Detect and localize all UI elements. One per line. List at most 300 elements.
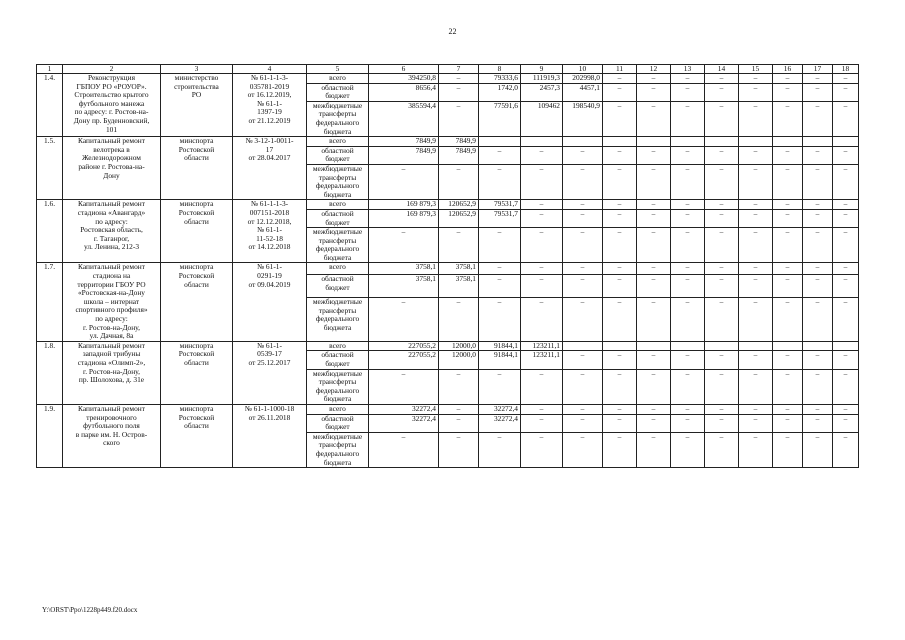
value-cell: – [705, 275, 739, 298]
value-cell: 385594,4 [369, 101, 439, 136]
column-header-17: 17 [803, 65, 833, 74]
value-cell: – [603, 263, 637, 275]
item-organization: минспорта Ростовской области [161, 200, 233, 263]
column-header-7: 7 [439, 65, 479, 74]
value-cell: – [705, 83, 739, 101]
value-cell: – [603, 74, 637, 84]
funding-source: всего [307, 341, 369, 351]
value-cell: – [803, 275, 833, 298]
value-cell: – [739, 432, 773, 467]
item-number: 1.8. [37, 341, 63, 404]
value-cell: – [521, 369, 563, 404]
value-cell: – [563, 297, 603, 341]
value-cell: – [833, 351, 859, 369]
value-cell: – [773, 263, 803, 275]
value-cell: – [671, 351, 705, 369]
value-cell: – [439, 369, 479, 404]
value-cell: – [521, 297, 563, 341]
table-row [37, 404, 859, 414]
value-cell: – [803, 297, 833, 341]
value-cell: 32272,4 [369, 414, 439, 432]
value-cell: – [637, 101, 671, 136]
value-cell [773, 341, 803, 351]
value-cell: – [563, 404, 603, 414]
funding-source: областной бюджет [307, 83, 369, 101]
value-cell: – [671, 228, 705, 263]
value-cell: – [739, 351, 773, 369]
value-cell: – [521, 263, 563, 275]
value-cell: – [705, 414, 739, 432]
value-cell: – [563, 432, 603, 467]
value-cell: – [671, 297, 705, 341]
value-cell: 198540,9 [563, 101, 603, 136]
value-cell: – [773, 164, 803, 199]
value-cell: 7849,9 [369, 137, 439, 147]
value-cell: – [705, 297, 739, 341]
value-cell [521, 137, 563, 147]
value-cell: – [739, 297, 773, 341]
column-header-6: 6 [369, 65, 439, 74]
value-cell [671, 137, 705, 147]
value-cell: – [369, 432, 439, 467]
value-cell: – [637, 200, 671, 210]
value-cell: – [603, 83, 637, 101]
value-cell: – [803, 83, 833, 101]
funding-source: всего [307, 263, 369, 275]
column-header-8: 8 [479, 65, 521, 74]
item-name: Капитальный ремонт западной трибуны стадиона «Олимп-2», г. Ростов-на-Дону, пр. Шолохова, д. 31е [63, 341, 161, 404]
value-cell: – [637, 83, 671, 101]
value-cell: 123211,1 [521, 351, 563, 369]
value-cell: 4457,1 [563, 83, 603, 101]
value-cell: – [479, 369, 521, 404]
value-cell: – [705, 432, 739, 467]
value-cell: – [671, 146, 705, 164]
item-organization: минспорта Ростовской области [161, 263, 233, 341]
value-cell: 7849,9 [439, 146, 479, 164]
value-cell: – [637, 275, 671, 298]
value-cell: – [369, 228, 439, 263]
funding-source: областной бюджет [307, 414, 369, 432]
value-cell: – [439, 228, 479, 263]
value-cell: – [803, 351, 833, 369]
value-cell: – [637, 209, 671, 227]
funding-source: межбюджетные трансферты федерального бюджета [307, 164, 369, 199]
funding-source: межбюджетные трансферты федерального бюджета [307, 369, 369, 404]
value-cell: 79531,7 [479, 200, 521, 210]
value-cell: – [833, 209, 859, 227]
value-cell: 8656,4 [369, 83, 439, 101]
value-cell [563, 341, 603, 351]
value-cell: – [773, 74, 803, 84]
value-cell: – [833, 101, 859, 136]
column-header-4: 4 [233, 65, 307, 74]
value-cell: – [671, 74, 705, 84]
value-cell: – [563, 351, 603, 369]
value-cell: 32272,4 [369, 404, 439, 414]
value-cell: 32272,4 [479, 404, 521, 414]
value-cell: – [369, 297, 439, 341]
funding-source: межбюджетные трансферты федерального бюджета [307, 432, 369, 467]
value-cell: – [773, 297, 803, 341]
column-header-12: 12 [637, 65, 671, 74]
value-cell: – [739, 74, 773, 84]
value-cell: – [739, 275, 773, 298]
value-cell [803, 341, 833, 351]
value-cell: – [603, 404, 637, 414]
value-cell: – [671, 275, 705, 298]
value-cell: 109462 [521, 101, 563, 136]
value-cell: – [739, 263, 773, 275]
value-cell: – [833, 404, 859, 414]
value-cell: – [439, 414, 479, 432]
value-cell: – [803, 209, 833, 227]
value-cell: – [603, 369, 637, 404]
value-cell: – [739, 209, 773, 227]
value-cell: – [803, 432, 833, 467]
value-cell: – [671, 209, 705, 227]
item-organization: минспорта Ростовской области [161, 341, 233, 404]
value-cell: 77591,6 [479, 101, 521, 136]
value-cell: – [671, 263, 705, 275]
value-cell: – [773, 209, 803, 227]
value-cell: – [773, 432, 803, 467]
value-cell: – [803, 369, 833, 404]
value-cell: – [563, 275, 603, 298]
value-cell: – [603, 275, 637, 298]
value-cell: – [563, 414, 603, 432]
value-cell: 32272,4 [479, 414, 521, 432]
value-cell: – [439, 83, 479, 101]
value-cell: 227055,2 [369, 341, 439, 351]
value-cell: – [637, 297, 671, 341]
value-cell: – [773, 414, 803, 432]
value-cell: – [739, 101, 773, 136]
value-cell: – [637, 414, 671, 432]
value-cell: – [833, 369, 859, 404]
value-cell: 3758,1 [369, 263, 439, 275]
value-cell: – [773, 404, 803, 414]
value-cell: – [439, 164, 479, 199]
value-cell: – [833, 74, 859, 84]
value-cell: – [773, 369, 803, 404]
value-cell: – [479, 263, 521, 275]
value-cell: – [637, 404, 671, 414]
item-name: Капитальный ремонт стадиона на территории ГБОУ РО «Ростовская-на-Дону школа – интернат спортивного профиля» по адресу: г. Ростов-на-Дону, ул. Дачная, 8а [63, 263, 161, 341]
value-cell: – [563, 369, 603, 404]
value-cell: – [563, 146, 603, 164]
value-cell: – [671, 369, 705, 404]
value-cell: – [563, 200, 603, 210]
value-cell: – [603, 297, 637, 341]
value-cell: – [521, 200, 563, 210]
value-cell: 111919,3 [521, 74, 563, 84]
item-organization: минспорта Ростовской области [161, 404, 233, 467]
column-header-5: 5 [307, 65, 369, 74]
value-cell: – [603, 414, 637, 432]
value-cell: – [833, 228, 859, 263]
item-name: Реконструкция ГБПОУ РО «РОУОР». Строительство крытого футбольного манежа по адресу: г. Ростов-на- Дону пр. Буденновский, 101 [63, 74, 161, 137]
value-cell: – [521, 404, 563, 414]
value-cell: – [637, 74, 671, 84]
funding-source: межбюджетные трансферты федерального бюджета [307, 228, 369, 263]
value-cell: 3758,1 [369, 275, 439, 298]
item-number: 1.4. [37, 74, 63, 137]
item-document: № 61-1-1-3- 007151-2018 от 12.12.2018, № 61-1- 11-52-18 от 14.12.2018 [233, 200, 307, 263]
value-cell: 91844,1 [479, 341, 521, 351]
item-document: № 61-1-1-3- 035781-2019 от 16.12.2019, № 61-1- 1397-19 от 21.12.2019 [233, 74, 307, 137]
value-cell: – [705, 369, 739, 404]
value-cell: 3758,1 [439, 275, 479, 298]
value-cell: – [803, 414, 833, 432]
value-cell: 2457,3 [521, 83, 563, 101]
item-number: 1.9. [37, 404, 63, 467]
value-cell [637, 137, 671, 147]
value-cell: 227055,2 [369, 351, 439, 369]
value-cell [803, 137, 833, 147]
funding-source: областной бюджет [307, 209, 369, 227]
value-cell: 120652,9 [439, 209, 479, 227]
file-path-footer: Y:\ORST\Ppo\1228p449.f20.docx [42, 606, 138, 614]
funding-source: всего [307, 74, 369, 84]
value-cell: – [563, 209, 603, 227]
value-cell: – [705, 164, 739, 199]
value-cell: – [521, 228, 563, 263]
value-cell: – [637, 146, 671, 164]
funding-source: всего [307, 404, 369, 414]
value-cell [603, 341, 637, 351]
value-cell: 91844,1 [479, 351, 521, 369]
table-row [37, 74, 859, 84]
value-cell: – [439, 74, 479, 84]
column-header-1: 1 [37, 65, 63, 74]
value-cell: – [705, 146, 739, 164]
value-cell [833, 137, 859, 147]
value-cell: – [833, 200, 859, 210]
value-cell: – [439, 297, 479, 341]
item-number: 1.5. [37, 137, 63, 200]
value-cell: – [739, 164, 773, 199]
value-cell: – [521, 146, 563, 164]
value-cell: – [521, 275, 563, 298]
value-cell: 1742,0 [479, 83, 521, 101]
value-cell: – [439, 432, 479, 467]
value-cell: 120652,9 [439, 200, 479, 210]
value-cell: – [603, 209, 637, 227]
table-row [37, 137, 859, 147]
value-cell: – [479, 432, 521, 467]
value-cell: – [671, 432, 705, 467]
value-cell [739, 341, 773, 351]
value-cell: 394250,8 [369, 74, 439, 84]
value-cell: – [705, 209, 739, 227]
column-header-14: 14 [705, 65, 739, 74]
value-cell: – [479, 275, 521, 298]
value-cell: – [439, 101, 479, 136]
value-cell: – [773, 228, 803, 263]
funding-source: всего [307, 200, 369, 210]
value-cell [773, 137, 803, 147]
value-cell: 123211,1 [521, 341, 563, 351]
value-cell: 3758,1 [439, 263, 479, 275]
value-cell: – [479, 228, 521, 263]
value-cell: – [803, 228, 833, 263]
value-cell: – [773, 275, 803, 298]
value-cell: – [671, 164, 705, 199]
item-document: № 3-12-1-0011- 17 от 28.04.2017 [233, 137, 307, 200]
value-cell: – [637, 164, 671, 199]
value-cell: – [833, 275, 859, 298]
value-cell: – [603, 432, 637, 467]
column-header-18: 18 [833, 65, 859, 74]
value-cell: – [833, 83, 859, 101]
value-cell: – [603, 146, 637, 164]
value-cell: 79531,7 [479, 209, 521, 227]
value-cell: – [439, 404, 479, 414]
value-cell: – [705, 228, 739, 263]
item-number: 1.7. [37, 263, 63, 341]
value-cell: – [521, 209, 563, 227]
value-cell: – [803, 404, 833, 414]
value-cell: – [833, 263, 859, 275]
value-cell: – [603, 351, 637, 369]
value-cell: – [833, 414, 859, 432]
value-cell: – [833, 146, 859, 164]
funding-source: областной бюджет [307, 351, 369, 369]
funding-source: межбюджетные трансферты федерального бюджета [307, 101, 369, 136]
item-name: Капитальный ремонт стадиона «Авангард» по адресу: Ростовская область, г. Таганрог, ул. Ленина, 212-3 [63, 200, 161, 263]
value-cell: – [521, 414, 563, 432]
value-cell: – [521, 164, 563, 199]
value-cell: – [603, 200, 637, 210]
value-cell: – [637, 369, 671, 404]
item-document: № 61-1-1000-18 от 26.11.2018 [233, 404, 307, 467]
value-cell: – [369, 369, 439, 404]
value-cell: – [705, 351, 739, 369]
column-header-11: 11 [603, 65, 637, 74]
value-cell: 12000,0 [439, 341, 479, 351]
value-cell: – [833, 164, 859, 199]
value-cell: – [739, 83, 773, 101]
value-cell: – [803, 74, 833, 84]
value-cell: – [671, 414, 705, 432]
value-cell: – [739, 228, 773, 263]
value-cell: 7849,9 [369, 146, 439, 164]
value-cell: – [603, 228, 637, 263]
value-cell: – [637, 228, 671, 263]
value-cell: – [479, 164, 521, 199]
value-cell: – [671, 83, 705, 101]
value-cell: – [671, 404, 705, 414]
table-row [37, 200, 859, 210]
column-header-10: 10 [563, 65, 603, 74]
value-cell: – [773, 101, 803, 136]
value-cell: – [521, 432, 563, 467]
value-cell: – [637, 351, 671, 369]
value-cell: – [671, 200, 705, 210]
value-cell: – [803, 101, 833, 136]
value-cell: – [603, 101, 637, 136]
header-row [37, 65, 859, 74]
value-cell: – [563, 228, 603, 263]
column-header-2: 2 [63, 65, 161, 74]
item-organization: министерство строительства РО [161, 74, 233, 137]
value-cell: – [739, 404, 773, 414]
funding-source: областной бюджет [307, 275, 369, 298]
page-number: 22 [448, 27, 457, 36]
value-cell: – [479, 297, 521, 341]
value-cell [671, 341, 705, 351]
value-cell: – [833, 432, 859, 467]
value-cell: – [705, 101, 739, 136]
value-cell: – [637, 432, 671, 467]
item-name: Капитальный ремонт тренировочного футбольного поля в парке им. Н. Остров- ского [63, 404, 161, 467]
value-cell: – [803, 146, 833, 164]
item-document: № 61-1- 0539-17 от 25.12.2017 [233, 341, 307, 404]
funding-source: межбюджетные трансферты федерального бюджета [307, 297, 369, 341]
value-cell: – [479, 146, 521, 164]
value-cell: – [369, 164, 439, 199]
value-cell: – [739, 369, 773, 404]
value-cell: 169 879,3 [369, 200, 439, 210]
column-header-15: 15 [739, 65, 773, 74]
column-header-16: 16 [773, 65, 803, 74]
value-cell [637, 341, 671, 351]
value-cell: 12000,0 [439, 351, 479, 369]
value-cell: – [739, 200, 773, 210]
value-cell: – [803, 164, 833, 199]
item-number: 1.6. [37, 200, 63, 263]
table-row [37, 341, 859, 351]
value-cell: – [563, 263, 603, 275]
value-cell: 79333,6 [479, 74, 521, 84]
value-cell: – [705, 74, 739, 84]
value-cell: 202998,0 [563, 74, 603, 84]
value-cell [739, 137, 773, 147]
item-organization: минспорта Ростовской области [161, 137, 233, 200]
funding-source: областной бюджет [307, 146, 369, 164]
value-cell [705, 341, 739, 351]
value-cell: 7849,9 [439, 137, 479, 147]
value-cell: – [773, 200, 803, 210]
item-name: Капитальный ремонт велотрека в Железнодорожном районе г. Ростова-на- Дону [63, 137, 161, 200]
value-cell: – [773, 146, 803, 164]
value-cell: – [563, 164, 603, 199]
value-cell: – [803, 263, 833, 275]
item-document: № 61-1- 0291-19 от 09.04.2019 [233, 263, 307, 341]
column-header-3: 3 [161, 65, 233, 74]
value-cell: – [705, 263, 739, 275]
value-cell [705, 137, 739, 147]
value-cell: – [773, 351, 803, 369]
value-cell: – [705, 404, 739, 414]
value-cell: 169 879,3 [369, 209, 439, 227]
value-cell: – [739, 146, 773, 164]
value-cell: – [833, 297, 859, 341]
column-header-9: 9 [521, 65, 563, 74]
value-cell: – [773, 83, 803, 101]
value-cell [833, 341, 859, 351]
value-cell: – [739, 414, 773, 432]
value-cell: – [671, 101, 705, 136]
table-row [37, 263, 859, 275]
value-cell [479, 137, 521, 147]
value-cell [603, 137, 637, 147]
column-header-13: 13 [671, 65, 705, 74]
value-cell: – [705, 200, 739, 210]
value-cell: – [803, 200, 833, 210]
value-cell [563, 137, 603, 147]
